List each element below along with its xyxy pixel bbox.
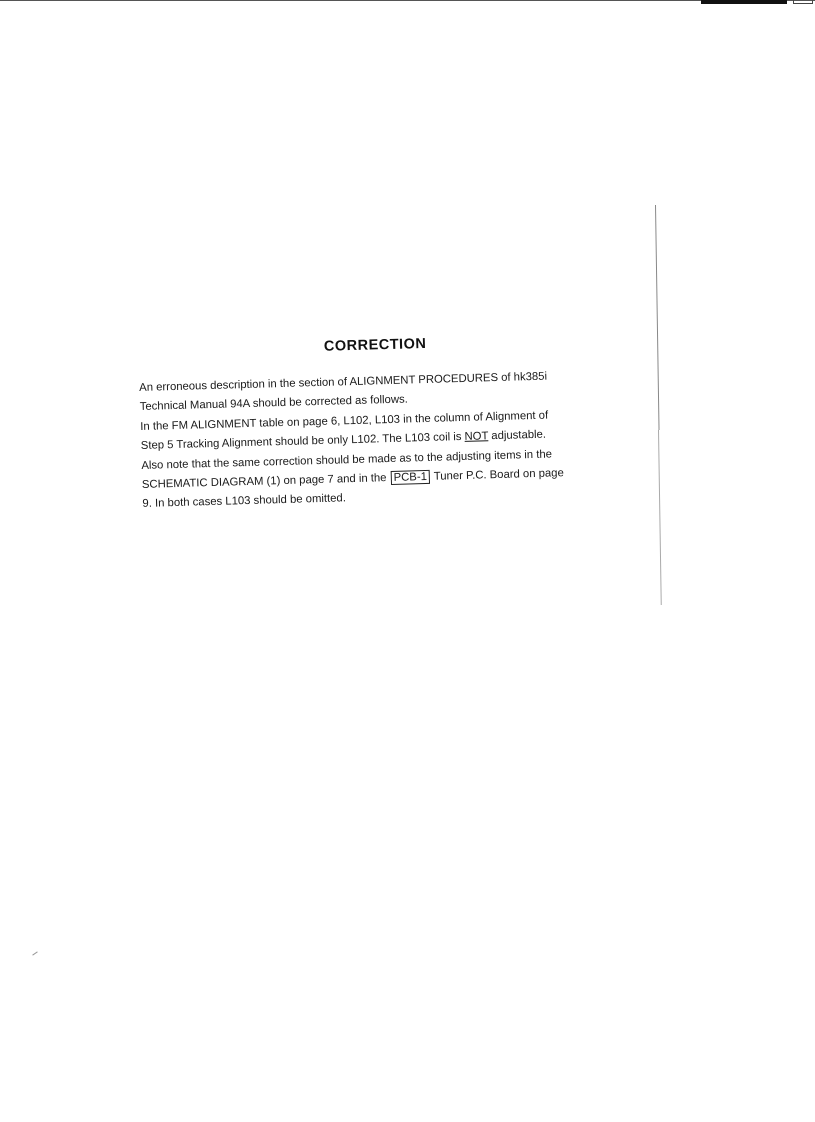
notice-text: Step 5 Tracking Alignment should be only L102. The L103 coil is (140, 431, 465, 453)
notice-line: 9. In both cases L103 should be omitted. (142, 492, 347, 511)
notice-text: adjustable. (488, 428, 547, 443)
notice-text: Tuner P.C. Board on page (430, 467, 564, 483)
scan-edge-mark (701, 0, 787, 4)
notice-line: In the FM ALIGNMENT table on page 6, L102, L103 in the column of Alignment of (140, 409, 549, 433)
board-label-box: PCB-1 (390, 470, 430, 485)
notice-body (139, 366, 603, 515)
notice-line: An erroneous description in the section of ALIGNMENT PROCEDURES of hk385i (139, 370, 548, 394)
emphasis-not: NOT (464, 430, 489, 444)
scan-corner-mark (793, 0, 813, 4)
notice-text: SCHEMATIC DIAGRAM (1) on page 7 and in the (141, 472, 390, 491)
notice-title: CORRECTION (323, 335, 427, 355)
notice-line: Also note that the same correction should be made as to the adjusting items in the (141, 448, 553, 472)
correction-notice (138, 331, 603, 515)
scan-speck (32, 951, 37, 955)
scan-fold-line-lower (658, 430, 662, 605)
notice-line: Technical Manual 94A should be corrected as follows. (139, 393, 408, 414)
scan-fold-line (655, 205, 660, 430)
scan-border-top (0, 0, 815, 1)
